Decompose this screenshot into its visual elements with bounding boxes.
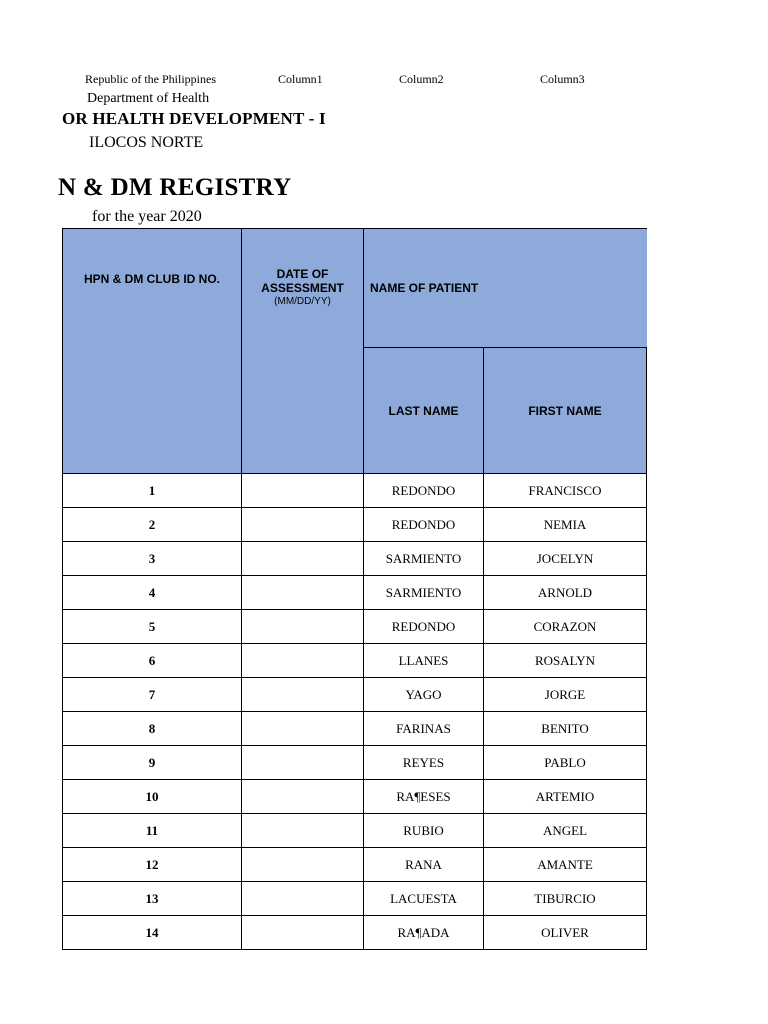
cell-id-no: 5 [63,610,242,644]
cell-id-no: 7 [63,678,242,712]
table-row [63,644,647,678]
column1-label: Column1 [278,72,323,86]
cell-date [242,542,364,576]
cell-last-name: SARMIENTO [364,576,484,610]
table-row [63,882,647,916]
header-date-format: (MM/DD/YY) [274,296,331,307]
cell-last-name: LACUESTA [364,882,484,916]
cell-first-name: BENITO [484,712,647,746]
header-id-label: HPN & DM CLUB ID NO. [84,272,220,286]
cell-id-no: 11 [63,814,242,848]
cell-last-name: REDONDO [364,508,484,542]
cell-date [242,814,364,848]
region-text: OR HEALTH DEVELOPMENT - I [62,109,326,128]
cell-last-name: YAGO [364,678,484,712]
cell-id-no: 6 [63,644,242,678]
cell-last-name: RA¶ADA [364,916,484,950]
cell-id-no: 3 [63,542,242,576]
page-title: N & DM REGISTRY [58,174,292,201]
header-last-name: LAST NAME [364,348,484,474]
cell-first-name: PABLO [484,746,647,780]
cell-first-name: NEMIA [484,508,647,542]
table-row [63,678,647,712]
table-row [63,916,647,950]
cell-date [242,848,364,882]
cell-id-no: 1 [63,474,242,508]
cell-first-name: JORGE [484,678,647,712]
cell-id-no: 14 [63,916,242,950]
cell-first-name: CORAZON [484,610,647,644]
cell-date [242,746,364,780]
table-row [63,474,647,508]
table-row [63,848,647,882]
header-date-label: DATE OF ASSESSMENT [261,267,344,295]
cell-date [242,882,364,916]
cell-date [242,678,364,712]
cell-first-name: ARTEMIO [484,780,647,814]
cell-first-name: ANGEL [484,814,647,848]
header-date-assessment [242,229,364,474]
cell-first-name: FRANCISCO [484,474,647,508]
cell-last-name: RUBIO [364,814,484,848]
cell-last-name: REYES [364,746,484,780]
cell-date [242,576,364,610]
cell-id-no: 9 [63,746,242,780]
cell-first-name: AMANTE [484,848,647,882]
table-row [63,814,647,848]
cell-date [242,712,364,746]
cell-first-name: TIBURCIO [484,882,647,916]
registry-table [62,228,647,950]
column3-label: Column3 [540,72,585,86]
cell-id-no: 4 [63,576,242,610]
cell-date [242,474,364,508]
cell-id-no: 8 [63,712,242,746]
cell-id-no: 2 [63,508,242,542]
cell-date [242,644,364,678]
province-text: ILOCOS NORTE [89,134,204,151]
year-subtitle: for the year 2020 [92,208,202,225]
cell-date [242,780,364,814]
cell-last-name: REDONDO [364,610,484,644]
table-row [63,576,647,610]
cell-first-name: JOCELYN [484,542,647,576]
table-row [63,542,647,576]
table-row [63,508,647,542]
table-row [63,746,647,780]
header-first-name: FIRST NAME [484,348,647,474]
table-row [63,610,647,644]
cell-date [242,508,364,542]
cell-last-name: SARMIENTO [364,542,484,576]
department-text: Department of Health [87,91,210,106]
cell-id-no: 12 [63,848,242,882]
cell-date [242,610,364,644]
republic-text: Republic of the Philippines [85,72,216,86]
cell-first-name: ARNOLD [484,576,647,610]
cell-last-name: RANA [364,848,484,882]
cell-id-no: 10 [63,780,242,814]
cell-last-name: RA¶ESES [364,780,484,814]
cell-date [242,916,364,950]
cell-last-name: REDONDO [364,474,484,508]
table-row [63,712,647,746]
cell-first-name: ROSALYN [484,644,647,678]
cell-last-name: LLANES [364,644,484,678]
cell-last-name: FARINAS [364,712,484,746]
header-name-of-patient: NAME OF PATIENT [364,229,647,348]
cell-id-no: 13 [63,882,242,916]
table-row [63,780,647,814]
column2-label: Column2 [399,72,444,86]
header-id-no [63,229,242,474]
cell-first-name: OLIVER [484,916,647,950]
